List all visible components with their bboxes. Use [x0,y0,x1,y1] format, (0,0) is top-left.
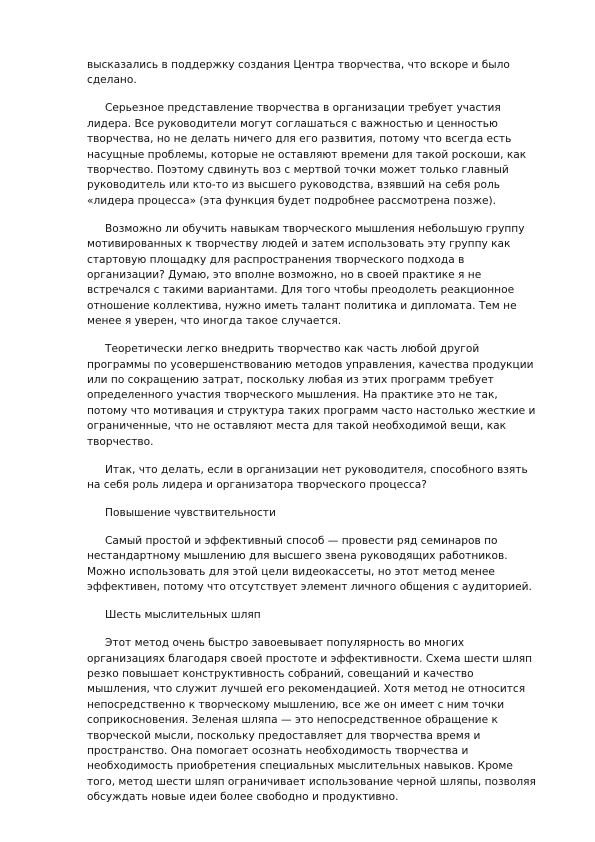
text-line: Теоретически легко внедрить творчество как часть любой другой [105,343,480,356]
text-line: организациях благодаря своей простоте и эффективности. Схема шести шляп [87,652,533,665]
text-line: Можно использовать для этой цели видеокассеты, но этот метод менее [87,565,495,578]
text-line: Этот метод очень быстро завоевывает популярность во многих [105,637,465,650]
text-line: лидера. Все руководители могут соглашаться с важностью и ценностью [87,117,498,130]
text-line: или по сокращению затрат, поскольку любая из этих программ требует [87,374,494,386]
text-line: ограниченные, что не оставляют места для такой необходимой вещи, как [87,420,507,433]
text-line: менее я уверен, что иногда такое случается. [87,315,342,328]
section-heading: Повышение чувствительности [105,507,276,519]
text-line: Серьезное представление творчества в организации требует участия [105,102,501,115]
text-line: обсуждать новые идеи более свободно и продуктивно. [87,791,399,804]
text-line: руководитель или кто-то из высшего руководства, взявший на себя роль [87,179,500,192]
text-line: резко повышает конструктивность собраний, совещаний и качество [87,668,474,680]
text-line: мышления, что служит лучшей его рекомендацией. Хотя метод не относится [87,683,526,696]
text-line: эффективен, потому что отсутствует элемент личного общения с аудиторией. [87,581,532,594]
text-line: того, метод шести шляп ограничивает использование черной шляпы, позволяя [87,775,536,788]
text-line: отношение коллектива, нужно иметь талант политика и дипломата. Тем не [87,299,517,312]
text-line: нестандартному мышлению для высшего звена руководящих работников. [87,550,508,563]
text-line: Итак, что делать, если в организации нет руководителя, способного взять [105,463,528,476]
text-line: программы по усовершенствованию методов управления, качества продукции [87,358,534,371]
text-line: «лидера процесса» (эта функция будет подробнее рассмотрена позже). [87,194,497,207]
text-line: необходимость приобретения специальных мыслительных навыков. Кроме [87,760,513,773]
text-line: творчество. [87,435,154,448]
text-line: творчества, но не делать ничего для его развития, потому что всегда есть [87,133,512,146]
text-line: определенного участия творческого мышления. На практике это не так, [87,389,498,402]
text-line: насущные проблемы, которые не оставляют времени для такой роскоши, как [87,148,527,161]
text-line: творческой мысли, поскольку предоставляет для творчества время и [87,729,481,742]
text-line: соприкосновения. Зеленая шляпа — это непосредственное обращение к [87,714,498,727]
text-line: непосредственно к творческому мышлению, все же он имеет с ним точки [87,698,505,711]
text-line: пространство. Она помогает осознать необходимость творчества и [87,745,469,757]
text-line: Самый простой и эффективный способ — провести ряд семинаров по [105,535,498,547]
text-line: мотивированных к творчеству людей и затем использовать эту группу как [87,238,511,251]
text-line: на себя роль лидера и организатора творческого процесса? [87,479,427,491]
text-line: творчество. Поэтому сдвинуть воз с мертвой точки может только главный [87,164,509,176]
text-line: высказались в поддержку создания Центра творчества, что вскоре и было [87,59,510,71]
text-line: потому что мотивация и структура таких программ часто настолько жесткие и [87,404,536,417]
text-line: организации? Думаю, это вполне возможно, но в своей практике я не [87,269,482,281]
text-line: Возможно ли обучить навыкам творческого мышления небольшую группу [105,222,525,235]
text-line: сделано. [87,74,137,87]
text-line: встречался с такими вариантами. Для того чтобы преодолеть реакционное [87,284,515,297]
section-heading: Шесть мыслительных шляп [105,609,261,622]
text-line: стартовую площадку для распространения творческого подхода в [87,253,465,266]
